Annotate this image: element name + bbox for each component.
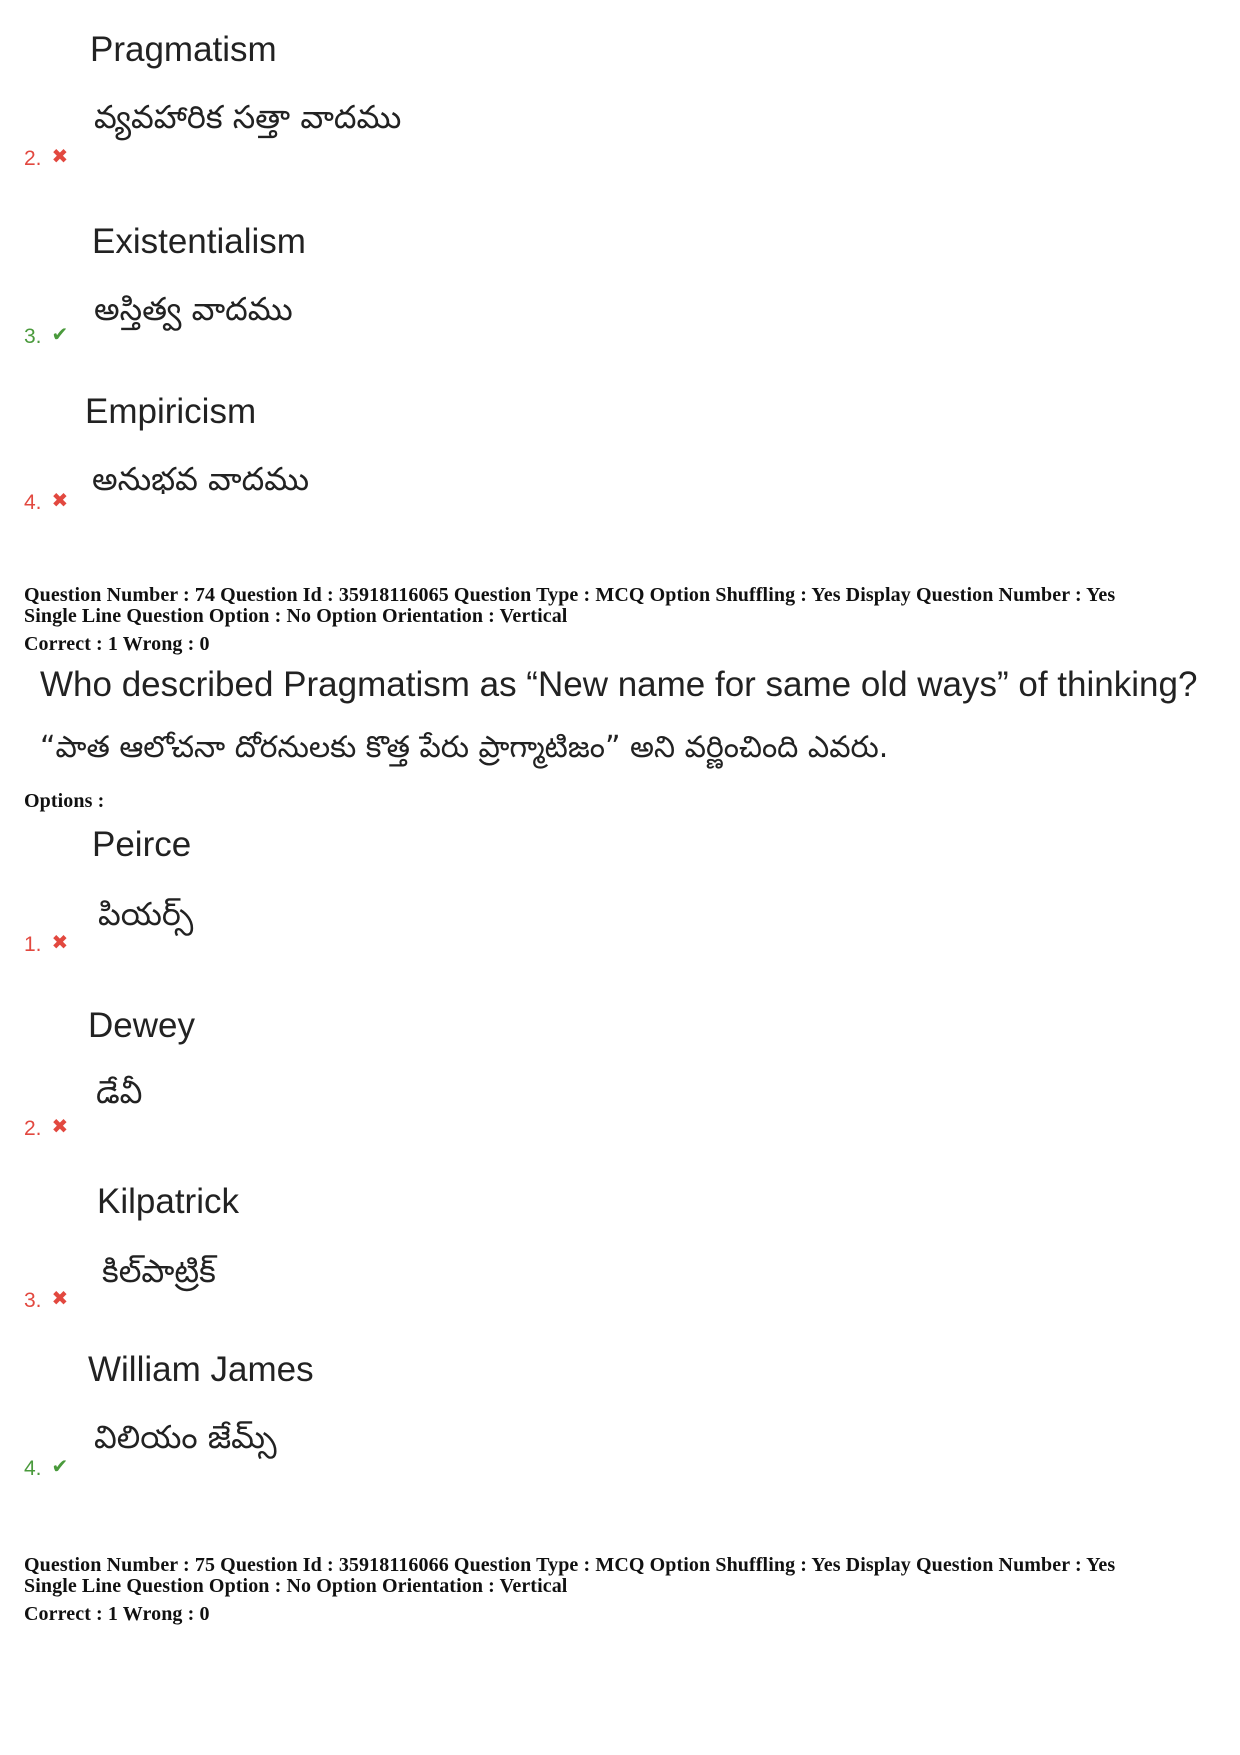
cross-icon: ✖ [51, 1116, 69, 1138]
check-icon: ✔ [51, 1456, 69, 1478]
question-text-en: Who described Pragmatism as “New name for same old ways” of thinking? [40, 665, 1198, 704]
cross-icon: ✖ [51, 490, 69, 512]
option-text-en: William James [88, 1350, 314, 1389]
option-text-te: విలియం జేమ్స్ [94, 1418, 277, 1456]
option-number-label: 3. [24, 325, 42, 348]
option-text-te: పియర్స్ [98, 895, 194, 933]
question-marks: Correct : 1 Wrong : 0 [24, 633, 210, 655]
option-number-label: 1. [24, 933, 42, 956]
option-text-te: వ్యవహారిక సత్తా వాదము [94, 98, 402, 136]
option-number [24, 322, 68, 349]
option-number [24, 930, 68, 957]
option-number-label: 2. [24, 147, 42, 170]
option-text-te: అస్తిత్వ వాదము [94, 290, 293, 328]
option-text-en: Pragmatism [90, 30, 277, 69]
option-text-te: అనుభవ వాదము [92, 460, 310, 498]
options-label: Options : [24, 790, 105, 812]
option-number [24, 1114, 68, 1141]
option-text-te: కిల్‌పాట్రిక్ [102, 1252, 216, 1290]
cross-icon: ✖ [51, 932, 69, 954]
check-icon: ✔ [51, 324, 69, 346]
question-meta-line1: Question Number : 74 Question Id : 35918116065 Question Type : MCQ Option Shuffling : Yes Display Question Number : Yes [24, 584, 1116, 606]
option-number [24, 1454, 68, 1481]
option-number-label: 4. [24, 1457, 42, 1480]
cross-icon: ✖ [51, 1288, 69, 1310]
question-meta-line1: Question Number : 75 Question Id : 35918116066 Question Type : MCQ Option Shuffling : Yes Display Question Number : Yes [24, 1554, 1116, 1576]
option-text-te: డేవీ [96, 1073, 143, 1111]
question-marks: Correct : 1 Wrong : 0 [24, 1603, 210, 1625]
option-text-en: Dewey [88, 1006, 195, 1045]
option-text-en: Empiricism [85, 392, 257, 431]
cross-icon: ✖ [51, 146, 69, 168]
question-text-te: “పాత ఆలోచనా దోరనులకు కొత్త పేరు ప్రాగ్మాటిజం” అని వర్ణించింది ఎవరు. [40, 730, 889, 765]
question-meta-line2: Single Line Question Option : No Option Orientation : Vertical [24, 1575, 568, 1597]
question-meta-line2: Single Line Question Option : No Option Orientation : Vertical [24, 605, 568, 627]
option-number [24, 144, 68, 171]
option-number [24, 1286, 68, 1313]
option-number-label: 3. [24, 1289, 42, 1312]
option-number [24, 488, 68, 515]
option-text-en: Peirce [92, 825, 192, 864]
option-number-label: 2. [24, 1117, 42, 1140]
option-text-en: Kilpatrick [97, 1182, 239, 1221]
option-number-label: 4. [24, 491, 42, 514]
option-text-en: Existentialism [92, 222, 306, 261]
